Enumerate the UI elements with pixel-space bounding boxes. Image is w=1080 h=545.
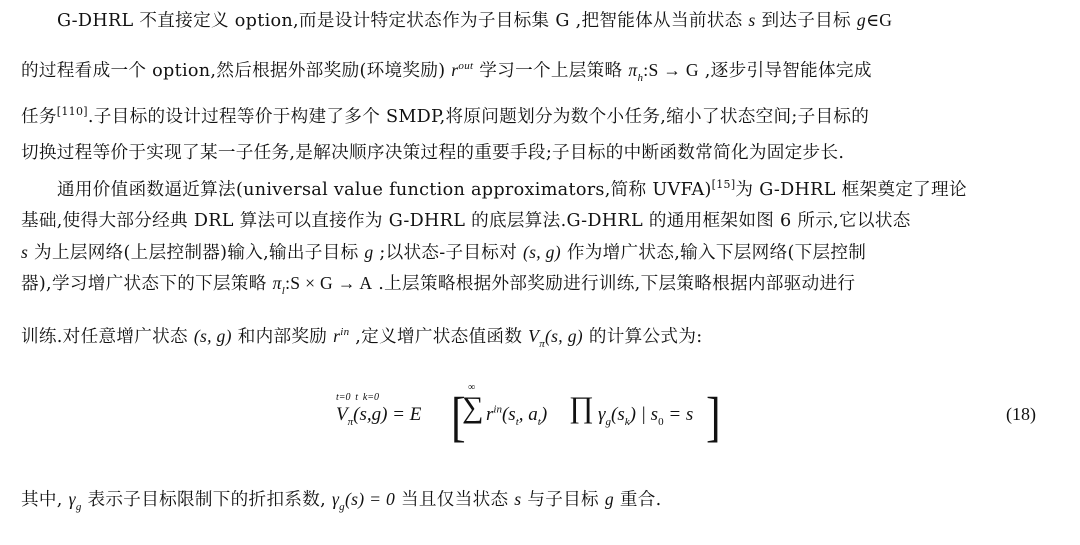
text-run: 为上层网络(上层控制器)输入,输出子目标 <box>28 243 365 263</box>
text-run: ,定义增广状态值函数 <box>349 327 529 347</box>
text-run: 器),学习增广状态下的下层策略 <box>21 274 273 294</box>
math-G: G <box>685 60 699 80</box>
eq-in: in <box>493 403 502 416</box>
math-out: out <box>458 60 474 73</box>
eq-zero: 0 <box>658 415 664 428</box>
para1-line2 <box>21 58 1057 83</box>
eq-body6: = s <box>663 404 694 425</box>
eq-body2: , a <box>518 404 538 425</box>
text-run: 基础,使得大部分经典 DRL 算法可以直接作为 G-DHRL 的底层算法.G-DHRL 的通用框架如图 6 所示,它以状态 <box>21 211 911 231</box>
text-run: ,逐步引导智能体完成 <box>698 61 872 81</box>
eq-body5: ) | s <box>629 404 659 425</box>
para3-line1 <box>21 487 1057 512</box>
math-g: g <box>364 242 374 262</box>
math-gamma: γ <box>68 489 76 509</box>
text-run: G-DHRL 不直接定义 option,而是设计特定状态作为子目标集 G ,把智能体从当前状态 <box>57 11 749 31</box>
text-run: 为 G-DHRL 框架奠定了理论 <box>735 180 967 200</box>
eq-k: k <box>624 415 630 428</box>
text-run: 与子目标 <box>521 490 605 510</box>
math-g: g <box>339 500 345 513</box>
math-arrow: → <box>337 273 356 293</box>
math-colon: : <box>643 60 649 80</box>
math-l: l <box>281 284 286 297</box>
eq-gamma: γ <box>598 404 606 425</box>
text-run: 训练.对任意增广状态 <box>21 327 194 347</box>
citation: [110] <box>56 105 88 119</box>
text-run: 作为增广状态,输入下层网络(下层控制 <box>560 243 867 263</box>
eq-g: g <box>605 415 611 428</box>
eq-right-bracket: ] <box>706 386 721 448</box>
para2-line2 <box>21 209 1057 233</box>
text-run: 其中, <box>21 490 69 510</box>
text-run: 重合. <box>613 490 662 510</box>
text-run: 和内部奖励 <box>231 327 334 347</box>
eq-t: t <box>515 415 519 428</box>
math-h: h <box>637 71 644 84</box>
citation: [15] <box>711 178 736 192</box>
math-colon: : <box>285 273 291 293</box>
math-V: V <box>528 326 540 346</box>
eq-body1: (s <box>501 404 516 425</box>
math-arrow: → <box>663 60 682 80</box>
math-r: r <box>451 60 459 80</box>
math-times: × <box>305 273 316 293</box>
text-run: 当且仅当状态 <box>395 490 515 510</box>
eq-prod-upper: t <box>355 392 359 403</box>
text-run: 通用价值函数逼近算法(universal value function approximators,简称 UVFA) <box>57 180 712 200</box>
text-run: .子目标的设计过程等价于构建了多个 SMDP,将原问题划分为数个小任务,缩小了状态空间;子目标的 <box>87 107 870 127</box>
eq-left-bracket: [ <box>451 386 466 448</box>
eq-r: r <box>486 404 494 425</box>
eq-sum-lower: t=0 <box>336 392 351 403</box>
eq-t: t <box>537 415 541 428</box>
para2-line5 <box>21 324 1057 349</box>
para1-line1 <box>57 8 1057 33</box>
math-gamma-eq: (s) = 0 <box>344 489 396 509</box>
eq-prod-sign: ∏ <box>569 391 594 424</box>
para1-line3 <box>21 105 1057 129</box>
math-pi: π <box>539 337 545 350</box>
math-in-sup: in <box>340 326 350 339</box>
equation-number: (18) <box>1006 404 1036 424</box>
math-r: r <box>333 326 341 346</box>
eq-body3: ) <box>540 404 548 425</box>
math-s: s <box>21 242 29 262</box>
math-gamma: γ <box>331 489 340 509</box>
text-run: 到达子目标 <box>755 11 857 31</box>
text-run: 表示子目标限制下的折扣系数, <box>81 490 332 510</box>
math-s: s <box>514 489 522 509</box>
eq-body4: (s <box>611 404 625 425</box>
text-run: 任务 <box>21 107 57 127</box>
math-A: A <box>359 273 373 293</box>
math-g: g <box>75 500 82 513</box>
eq-V: V <box>336 404 348 425</box>
math-s: s <box>748 10 756 30</box>
math-G: G <box>879 10 893 30</box>
math-S: S <box>648 60 659 80</box>
para1-line4 <box>21 141 1057 165</box>
math-g: g <box>604 489 614 509</box>
eq-sum-upper: ∞ <box>468 382 476 393</box>
text-run: ;以状态-子目标对 <box>373 243 523 263</box>
para2-line4 <box>21 271 1057 296</box>
text-run: .上层策略根据外部奖励进行训练,下层策略根据内部驱动进行 <box>372 274 856 294</box>
eq-prod-lower: k=0 <box>362 392 379 403</box>
math-sg: (s, g) <box>545 326 583 346</box>
eq-sum-sign: ∑ <box>462 391 484 424</box>
math-g: g <box>856 10 866 30</box>
equation-18 <box>336 382 721 448</box>
text-run: 切换过程等价于实现了某一子任务,是解决顺序决策过程的重要手段;子目标的中断函数常简化为固定步长. <box>21 143 845 163</box>
math-S: S <box>290 273 301 293</box>
text-run: 的计算公式为: <box>582 327 703 347</box>
eq-pi: π <box>347 415 354 428</box>
para2-line3 <box>21 240 1057 265</box>
math-in: ∈ <box>865 10 880 30</box>
math-sg: (s, g) <box>522 242 561 262</box>
eq-lhs: (s,g) = E <box>353 404 422 425</box>
math-G: G <box>320 273 334 293</box>
math-pi: π <box>628 60 638 80</box>
text-run: 学习一个上层策略 <box>473 61 629 81</box>
para2-line1 <box>57 178 1057 202</box>
math-pi: π <box>272 273 282 293</box>
text-run: 的过程看成一个 option,然后根据外部奖励(环境奖励) <box>21 61 452 81</box>
math-sg: (s, g) <box>193 326 232 346</box>
